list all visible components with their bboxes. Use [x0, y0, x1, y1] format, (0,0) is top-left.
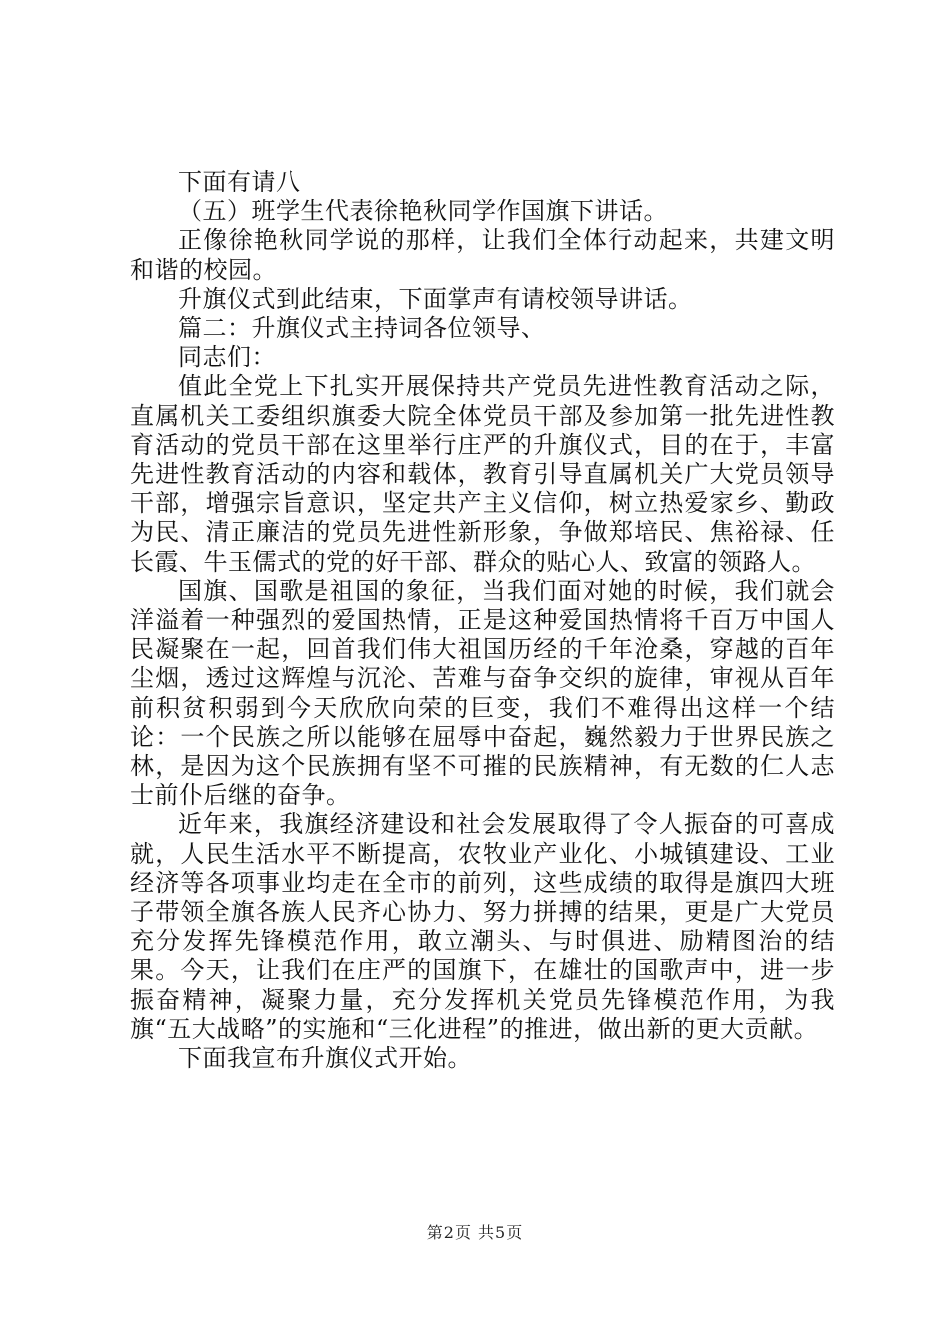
paragraph-8: 国旗、国歌是祖国的象征，当我们面对她的时候，我们就会洋溢着一种强烈的爱国热情，正是这种爱国热情将千百万中国人民凝聚在一起，回首我们伟大祖国历经的千年沧桑，穿越的百年尘烟，透过这辉煌与沉沦、苦难与奋争交织的旋律，审视从百年前积贫积弱到今天欣欣向荣的巨变，我们不难得出这样一个结论：一个民族之所以能够在屈辱中奋起，巍然毅力于世界民族之林，是因为这个民族拥有坚不可摧的民族精神，有无数的仁人志士前仆后继的奋争。 — [130, 576, 835, 810]
paragraph-3: 正像徐艳秋同学说的那样，让我们全体行动起来，共建文明和谐的校园。 — [130, 226, 835, 284]
paragraph-5: 篇二：升旗仪式主持词各位领导、 — [178, 314, 546, 343]
paragraph-10: 下面我宣布升旗仪式开始。 — [178, 1044, 472, 1073]
paragraph-4: 升旗仪式到此结束，下面掌声有请校领导讲话。 — [178, 284, 693, 313]
paragraph-9: 近年来，我旗经济建设和社会发展取得了令人振奋的可喜成就，人民生活水平不断提高，农牧业产业化、小城镇建设、工业经济等各项事业均走在全市的前列，这些成绩的取得是旗四大班子带领全旗各族人民齐心协力、努力拼搏的结果，更是广大党员充分发挥先锋模范作用，敢立潮头、与时俱进、励精图治的结果。今天，让我们在庄严的国旗下，在雄壮的国歌声中，进一步振奋精神，凝聚力量，充分发挥机关党员先锋模范作用，为我旗“五大战略”的实施和“三化进程”的推进，做出新的更大贡献。 — [130, 810, 835, 1043]
paragraph-1: 下面有请八 — [178, 168, 301, 196]
paragraph-7: 值此全党上下扎实开展保持共产党员先进性教育活动之际，直属机关工委组织旗委大院全体党员干部及参加第一批先进性教育活动的党员干部在这里举行庄严的升旗仪式，目的在于，丰富先进性教育活动的内容和载体，教育引导直属机关广大党员领导干部，增强宗旨意识，坚定共产主义信仰，树立热爱家乡、勤政为民、清正廉洁的党员先进性新形象，争做郑培民、焦裕禄、任长霞、牛玉儒式的党的好干部、群众的贴心人、致富的领路人。 — [130, 372, 835, 576]
paragraph-6: 同志们： — [178, 343, 276, 372]
page-footer: 第2页 共5页 — [426, 1223, 524, 1242]
document-body — [130, 168, 835, 1073]
paragraph-2: （五）班学生代表徐艳秋同学作国旗下讲话。 — [178, 197, 668, 226]
